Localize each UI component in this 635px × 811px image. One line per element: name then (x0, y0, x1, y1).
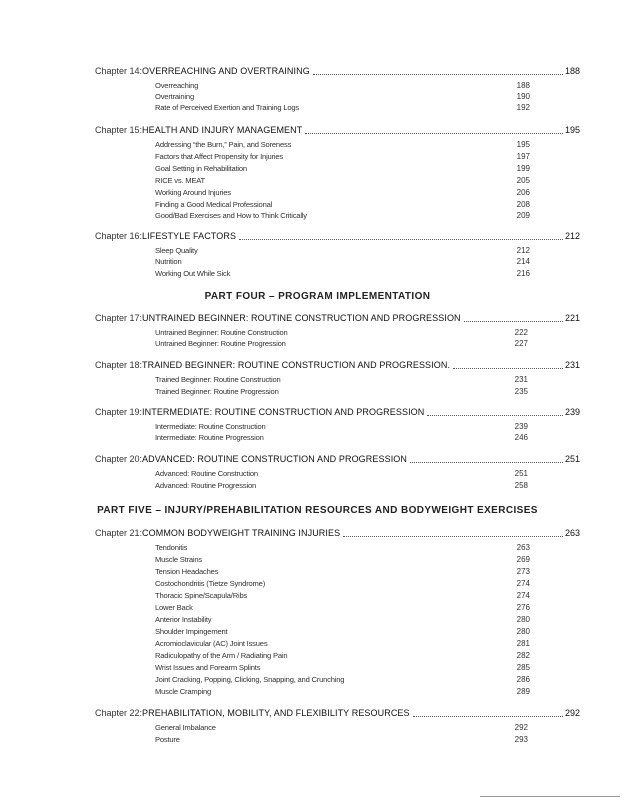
section-page: 274 (516, 591, 530, 600)
section-entry (155, 187, 530, 198)
chapter-title: ADVANCED: ROUTINE CONSTRUCTION AND PROGRESSION (142, 454, 407, 464)
section-title: Factors that Affect Propensity for Injuries (155, 152, 284, 161)
section-page: 285 (516, 663, 530, 672)
section-title: Advanced: Routine Construction (155, 469, 258, 478)
dot-leader (413, 715, 563, 717)
section-page: 280 (516, 615, 530, 624)
part-heading: PART FOUR – PROGRAM IMPLEMENTATION (204, 291, 431, 302)
section-title: Muscle Strains (155, 555, 202, 564)
section-page: 286 (516, 675, 530, 684)
section-title: Intermediate: Routine Construction (155, 422, 266, 431)
chapter-entry-14 (95, 65, 580, 77)
section-page: 214 (516, 257, 530, 266)
dot-leader (343, 535, 563, 537)
section-title: Radiculopathy of the Arm / Radiating Pain (155, 651, 288, 660)
section-entry (155, 199, 530, 210)
section-entry (155, 662, 530, 673)
section-page: 258 (514, 481, 528, 490)
chapter-entry-21 (95, 527, 580, 539)
section-title: Joint Cracking, Popping, Clicking, Snapping, and Crunching (155, 675, 345, 684)
section-entry (155, 80, 530, 91)
section-title: General Imbalance (155, 723, 216, 732)
chapter-number: Chapter 22: (95, 708, 143, 718)
chapter-page: 212 (564, 231, 580, 241)
chapter-title: INTERMEDIATE: ROUTINE CONSTRUCTION AND PROGRESSION (142, 407, 425, 417)
section-entry (155, 590, 530, 601)
section-page: 289 (516, 687, 530, 696)
section-entry (155, 386, 530, 397)
section-entry (155, 542, 530, 553)
chapter-title: OVERREACHING AND OVERTRAINING (142, 66, 310, 76)
chapter-title: COMMON BODYWEIGHT TRAINING INJURIES (142, 528, 341, 538)
chapter-entry-20 (95, 453, 580, 465)
section-page: 222 (514, 328, 528, 337)
section-title: Lower Back (155, 603, 193, 612)
section-page: 269 (516, 555, 530, 564)
section-entry (155, 686, 530, 697)
section-page: 212 (516, 246, 530, 255)
chapter-entry-18 (95, 359, 580, 371)
section-page: 246 (514, 433, 528, 442)
chapter-number: Chapter 17: (95, 313, 143, 323)
section-title: Costochondritis (Tietze Syndrome) (155, 579, 266, 588)
chapter-number: Chapter 20: (95, 454, 143, 464)
dot-leader (313, 73, 563, 75)
section-page: 281 (516, 639, 530, 648)
section-page: 235 (514, 387, 528, 396)
section-entry (155, 650, 530, 661)
chapter-page: 188 (564, 66, 580, 76)
section-entry (155, 638, 530, 649)
chapter-title: LIFESTYLE FACTORS (142, 231, 237, 241)
section-page: 263 (516, 543, 530, 552)
section-title: Tension Headaches (155, 567, 219, 576)
section-title: Acromioclavicular (AC) Joint Issues (155, 639, 268, 648)
section-entry (155, 91, 530, 102)
section-title: Rate of Perceived Exertion and Training Logs (155, 103, 300, 112)
section-entry (155, 268, 530, 279)
dot-leader (464, 320, 563, 322)
section-entry (155, 734, 530, 745)
section-entry (155, 674, 530, 685)
section-title: Nutrition (155, 257, 182, 266)
section-entry (155, 554, 530, 565)
section-page: 209 (516, 211, 530, 220)
chapter-number: Chapter 14: (95, 66, 143, 76)
section-title: Working Around Injuries (155, 188, 231, 197)
section-entry (155, 602, 530, 613)
chapter-number: Chapter 21: (95, 528, 143, 538)
chapter-page: 263 (564, 528, 580, 538)
section-entry (155, 626, 530, 637)
section-title: Finding a Good Medical Professional (155, 200, 273, 209)
section-title: Overreaching (155, 81, 199, 90)
chapter-number: Chapter 15: (95, 125, 143, 135)
section-entry (155, 566, 530, 577)
section-title: Goal Setting in Rehabilitation (155, 164, 247, 173)
chapter-page: 239 (564, 407, 580, 417)
section-page: 239 (514, 422, 528, 431)
section-entry (155, 175, 530, 186)
section-title: Working Out While Sick (155, 269, 231, 278)
chapter-entry-22 (95, 707, 580, 719)
section-title: Anterior Instability (155, 615, 212, 624)
chapter-entry-16 (95, 230, 580, 242)
chapter-page: 292 (564, 708, 580, 718)
chapter-number: Chapter 18: (95, 360, 143, 370)
chapter-page: 221 (564, 313, 580, 323)
section-entry (155, 327, 530, 338)
section-entry (155, 468, 530, 479)
section-page: 208 (516, 200, 530, 209)
section-entry (155, 578, 530, 589)
chapter-page: 231 (564, 360, 580, 370)
section-page: 273 (516, 567, 530, 576)
section-entry (155, 139, 530, 150)
chapter-entry-15 (95, 124, 580, 136)
section-entry (155, 614, 530, 625)
section-page: 192 (516, 103, 530, 112)
section-title: Posture (155, 735, 180, 744)
dot-leader (453, 367, 563, 369)
section-page: 205 (516, 176, 530, 185)
section-entry (155, 432, 530, 443)
section-title: Addressing “the Burn,” Pain, and Soreness (155, 140, 292, 149)
section-title: Tendonitis (155, 543, 188, 552)
dot-leader (410, 461, 563, 463)
section-page: 195 (516, 140, 530, 149)
section-entry (155, 245, 530, 256)
section-page: 197 (516, 152, 530, 161)
dot-leader (239, 238, 563, 240)
section-page: 251 (514, 469, 528, 478)
chapter-number: Chapter 16: (95, 231, 143, 241)
section-title: Shoulder Impingement (155, 627, 228, 636)
section-title: Good/Bad Exercises and How to Think Critically (155, 211, 307, 220)
section-page: 206 (516, 188, 530, 197)
section-page: 293 (514, 735, 528, 744)
chapter-title: HEALTH AND INJURY MANAGEMENT (142, 125, 303, 135)
section-page: 292 (514, 723, 528, 732)
chapter-title: UNTRAINED BEGINNER: ROUTINE CONSTRUCTION AND PROGRESSION (142, 313, 461, 323)
chapter-title: TRAINED BEGINNER: ROUTINE CONSTRUCTION AND PROGRESSION. (142, 360, 451, 370)
dot-leader (427, 414, 563, 416)
section-page: 190 (516, 92, 530, 101)
section-entry (155, 338, 530, 349)
section-entry (155, 102, 530, 113)
section-entry (155, 151, 530, 162)
section-page: 216 (516, 269, 530, 278)
section-entry (155, 480, 530, 491)
chapter-number: Chapter 19: (95, 407, 143, 417)
section-page: 276 (516, 603, 530, 612)
chapter-entry-17 (95, 312, 580, 324)
section-title: Trained Beginner: Routine Construction (155, 375, 281, 384)
part-heading: PART FIVE – INJURY/PREHABILITATION RESOURCES AND BODYWEIGHT EXERCISES (97, 505, 538, 516)
chapter-entry-19 (95, 406, 580, 418)
section-page: 280 (516, 627, 530, 636)
section-page: 188 (516, 81, 530, 90)
section-title: RICE vs. MEAT (155, 176, 205, 185)
section-page: 274 (516, 579, 530, 588)
section-title: Overtraining (155, 92, 194, 101)
section-entry (155, 210, 530, 221)
section-page: 199 (516, 164, 530, 173)
section-title: Trained Beginner: Routine Progression (155, 387, 279, 396)
section-entry (155, 421, 530, 432)
section-entry (155, 256, 530, 267)
section-page: 227 (514, 339, 528, 348)
chapter-page: 251 (564, 454, 580, 464)
section-title: Wrist Issues and Forearm Splints (155, 663, 261, 672)
section-title: Untrained Beginner: Routine Progression (155, 339, 286, 348)
footer-rule (480, 796, 620, 797)
section-page: 282 (516, 651, 530, 660)
section-entry (155, 374, 530, 385)
section-entry (155, 163, 530, 174)
dot-leader (305, 132, 563, 134)
section-title: Untrained Beginner: Routine Construction (155, 328, 288, 337)
chapter-page: 195 (564, 125, 580, 135)
section-title: Sleep Quality (155, 246, 198, 255)
section-page: 231 (514, 375, 528, 384)
section-entry (155, 722, 530, 733)
section-title: Advanced: Routine Progression (155, 481, 256, 490)
section-title: Intermediate: Routine Progression (155, 433, 264, 442)
chapter-title: PREHABILITATION, MOBILITY, AND FLEXIBILITY RESOURCES (142, 708, 410, 718)
section-title: Thoracic Spine/Scapula/Ribs (155, 591, 248, 600)
section-title: Muscle Cramping (155, 687, 212, 696)
